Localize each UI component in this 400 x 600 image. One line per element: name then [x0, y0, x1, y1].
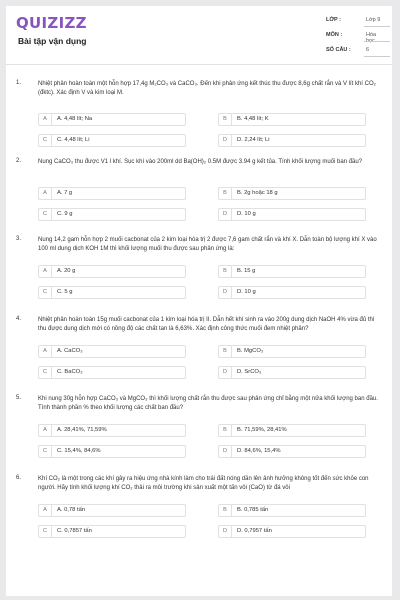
question-number: 6.	[16, 475, 22, 481]
meta-label: LỚP :	[326, 17, 341, 23]
option-text: C. 15,4%, 84,6%	[57, 448, 101, 454]
option-b[interactable]	[218, 424, 366, 437]
option-letter: A	[39, 346, 52, 357]
option-letter: D	[219, 526, 232, 537]
worksheet-title: Bài tập vận dụng	[18, 36, 87, 46]
question-text: Nhiệt phân hoàn toàn một hỗn hợp 17,4g M₂CO₃ và CaCO₃. Đến khi phản ứng kết thúc thu được 8,6g chất rắn và V lít khí CO₂ (đktc). Xác định V và kim loại M.	[38, 81, 376, 96]
option-letter: D	[219, 446, 232, 457]
option-c[interactable]	[38, 525, 186, 538]
option-letter: B	[219, 505, 232, 516]
option-d[interactable]	[218, 286, 366, 299]
option-text: D. 0,7957 tấn	[237, 528, 272, 534]
question-number: 2.	[16, 158, 22, 164]
option-letter: B	[219, 425, 232, 436]
option-text: C. 4,48 lít; Li	[57, 137, 90, 143]
option-letter: C	[39, 526, 52, 537]
option-a[interactable]	[38, 265, 186, 278]
meta-value: Hóa học	[366, 32, 377, 44]
option-text: D. SrCO₃	[237, 369, 262, 375]
option-letter: D	[219, 135, 232, 146]
question-text: Nhiệt phân hoàn toàn 15g muối cacbonat của 1 kim loại hóa trị II. Dẫn hết khí sinh ra vào 200g dung dịch NaOH 4% vừa đủ thì thu được dung dịch mới có nồng độ các chất tan là 6,63%. Xác định công thức muối đem nhiệt phân?	[38, 317, 375, 332]
meta-underline	[364, 41, 390, 42]
option-text: D. 2,24 lít; Li	[237, 137, 270, 143]
option-d[interactable]	[218, 525, 366, 538]
option-d[interactable]	[218, 445, 366, 458]
question-number: 3.	[16, 236, 22, 242]
option-text: B. 71,59%, 28,41%	[237, 427, 287, 433]
option-letter: A	[39, 188, 52, 199]
option-letter: B	[219, 188, 232, 199]
option-b[interactable]	[218, 504, 366, 517]
option-text: C. 0,7857 tấn	[57, 528, 92, 534]
option-text: B. MgCO₃	[237, 348, 264, 354]
option-d[interactable]	[218, 208, 366, 221]
option-text: B. 15 g	[237, 268, 256, 274]
option-text: D. 84,6%, 15,4%	[237, 448, 281, 454]
option-d[interactable]	[218, 134, 366, 147]
option-letter: A	[39, 505, 52, 516]
option-text: B. 4,48 lít; K	[237, 116, 269, 122]
option-letter: B	[219, 346, 232, 357]
option-letter: B	[219, 266, 232, 277]
option-letter: A	[39, 114, 52, 125]
option-text: A. CaCO₃	[57, 348, 83, 354]
option-text: A. 0,78 tấn	[57, 507, 86, 513]
option-letter: C	[39, 446, 52, 457]
option-b[interactable]	[218, 345, 366, 358]
option-letter: A	[39, 425, 52, 436]
option-text: C. 5 g	[57, 289, 73, 295]
option-letter: C	[39, 209, 52, 220]
option-letter: C	[39, 367, 52, 378]
meta-underline	[364, 26, 390, 27]
option-letter: D	[219, 209, 232, 220]
option-letter: C	[39, 287, 52, 298]
option-text: A. 20 g	[57, 268, 76, 274]
question-number: 5.	[16, 395, 22, 401]
option-a[interactable]	[38, 504, 186, 517]
option-text: B. 2g hoặc 18 g	[237, 190, 278, 196]
option-text: D. 10 g	[237, 211, 256, 217]
quizizz-logo: QUIZIZZ	[16, 14, 87, 32]
question-text: Nung CaCO₃ thu được V1 l khí. Sục khí vào 200ml dd Ba(OH)₂ 0.5M được 3.94 g kết tủa. Tính khối lượng muối ban đầu?	[38, 159, 363, 165]
option-a[interactable]	[38, 187, 186, 200]
meta-underline	[364, 56, 390, 57]
option-c[interactable]	[38, 366, 186, 379]
option-letter: B	[219, 114, 232, 125]
question-text: Khi nung 30g hỗn hợp CaCO₃ và MgCO₃ thì khối lượng chất rắn thu được sau phản ứng chỉ bằng một nửa khối lượng ban đầu. Tính thành phần % theo khối lượng các chất ban đầu?	[38, 396, 378, 411]
option-letter: A	[39, 266, 52, 277]
option-c[interactable]	[38, 208, 186, 221]
meta-label: MÔN :	[326, 32, 343, 38]
option-text: A. 7 g	[57, 190, 73, 196]
meta-value: 6	[366, 47, 370, 53]
question-text: Khí CO₂ là một trong các khí gây ra hiệu ứng nhà kính làm cho trái đất nóng dần lên ảnh hưởng không tốt đến sức khỏe con người. Hãy tính khối lượng khí CO₂ thải ra môi trường khi sản xuất một tấn vôi (CaO) từ đá vôi	[38, 476, 369, 491]
meta-value: Lớp 9	[366, 17, 381, 23]
option-b[interactable]	[218, 265, 366, 278]
meta-label: SỐ CÂU :	[326, 47, 351, 53]
question-number: 1.	[16, 80, 22, 86]
option-d[interactable]	[218, 366, 366, 379]
option-text: D. 10 g	[237, 289, 256, 295]
option-a[interactable]	[38, 424, 186, 437]
option-c[interactable]	[38, 445, 186, 458]
worksheet-page	[6, 6, 392, 596]
option-letter: D	[219, 287, 232, 298]
option-text: B. 0,785 tấn	[237, 507, 269, 513]
option-letter: D	[219, 367, 232, 378]
option-b[interactable]	[218, 187, 366, 200]
option-b[interactable]	[218, 113, 366, 126]
question-text: Nung 14,2 gam hỗn hợp 2 muối cacbonat của 2 kim loại hóa trị 2 được 7,6 gam chất rắn và khí X. Dẫn toàn bộ lượng khí X vào 100 ml dung dịch KOH 1M thì khối lượng muối thu được sau phản ứng là:	[38, 237, 377, 252]
option-a[interactable]	[38, 345, 186, 358]
option-text: A. 4,48 lít; Na	[57, 116, 93, 122]
option-c[interactable]	[38, 134, 186, 147]
option-c[interactable]	[38, 286, 186, 299]
option-letter: C	[39, 135, 52, 146]
question-number: 4.	[16, 316, 22, 322]
option-text: C. BaCO₃	[57, 369, 83, 375]
option-text: A. 28,41%, 71,59%	[57, 427, 107, 433]
option-a[interactable]	[38, 113, 186, 126]
option-text: C. 9 g	[57, 211, 73, 217]
worksheet-header	[6, 6, 392, 65]
